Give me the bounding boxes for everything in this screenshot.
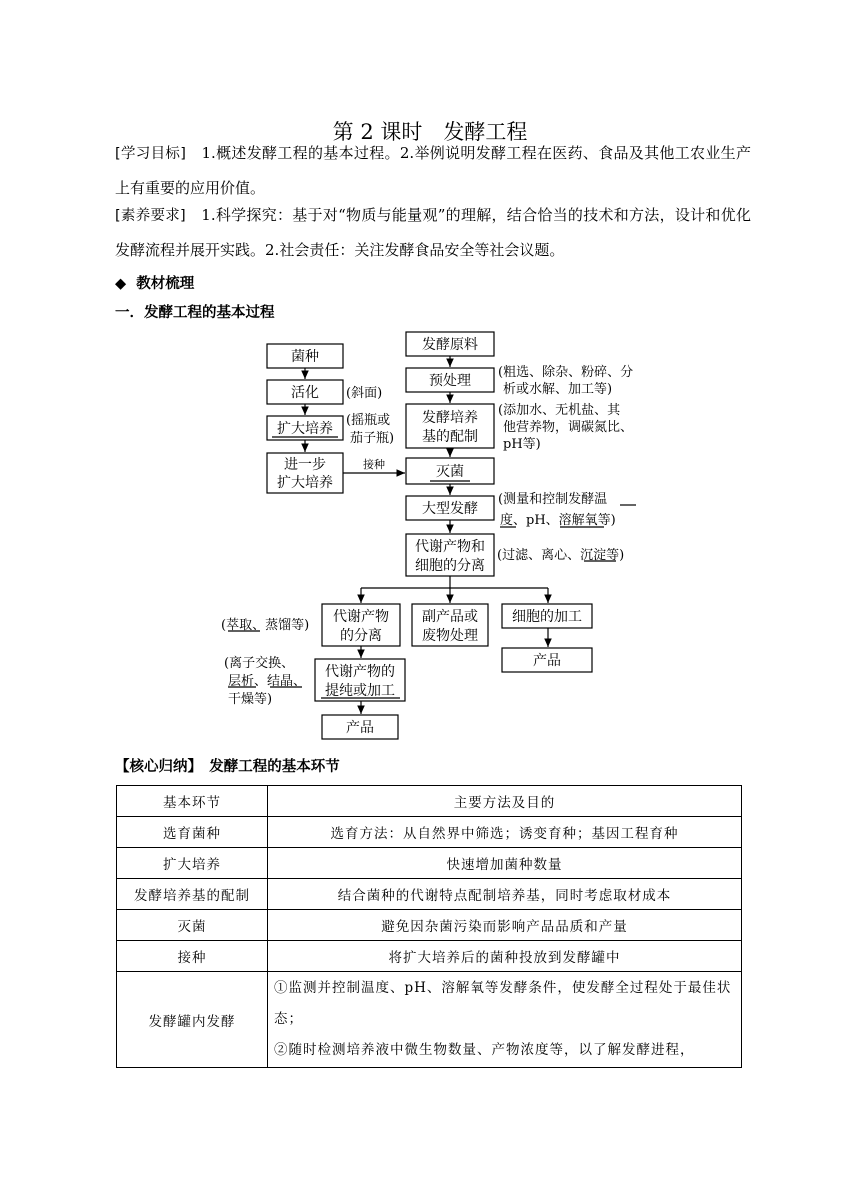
flow-activation: 活化 — [291, 385, 319, 401]
flow-medium-note-1: (添加水、无机盐、其 — [498, 403, 621, 418]
flow-medium-2: 基的配制 — [422, 429, 478, 445]
row-method: 结合菌种的代谢特点配制培养基，同时考虑取材成本 — [268, 879, 742, 910]
table-header-row — [117, 786, 742, 817]
summary-title: 发酵工程的基本环节 — [194, 759, 340, 775]
row-method: 将扩大培养后的菌种投放到发酵罐中 — [268, 941, 742, 972]
table-row — [117, 972, 742, 1068]
subsection-heading: 一．发酵工程的基本过程 — [115, 305, 275, 321]
flow-inoculate-label: 接种 — [363, 458, 385, 471]
flow-large-fermentation: 大型发酵 — [422, 501, 478, 517]
row-step: 选育菌种 — [117, 817, 268, 848]
objectives-tag: [学习目标] — [115, 146, 186, 162]
method-line-2: ②随时检测培养液中微生物数量、产物浓度等，以了解发酵进程， — [274, 1042, 695, 1058]
flow-purification-note-1: (离子交换、 — [224, 656, 295, 671]
flow-medium-note-3: pH等) — [503, 437, 541, 452]
flow-fermentation-note-2: 度、pH、溶解氧等) — [500, 513, 616, 528]
flow-separation-2: 细胞的分离 — [415, 558, 485, 574]
flow-cell-product: 产品 — [533, 653, 561, 669]
flow-cell-processing: 细胞的加工 — [512, 609, 582, 625]
flow-expand-note-1: (摇瓶或 — [346, 413, 391, 428]
requirements-text: 1.科学探究：基于对“物质与能量观”的理解，结合恰当的技术和方法，设计和优化发酵流程并展开实践。2.社会责任：关注发酵食品安全等社会议题。 — [115, 206, 751, 259]
flow-fermentation-note-1: (测量和控制发酵温 — [498, 492, 608, 507]
flow-sterilize: 灭菌 — [436, 464, 464, 480]
page-title: 第 2 课时 发酵工程 — [332, 120, 528, 144]
requirements-tag: [素养要求] — [115, 208, 186, 224]
flow-purification-note-2: 层析、结晶、 — [228, 674, 307, 689]
flow-expand-note-2: 茄子瓶) — [350, 431, 395, 446]
section-title: 教材梳理 — [136, 276, 195, 292]
row-step: 发酵罐内发酵 — [117, 972, 268, 1068]
header-step: 基本环节 — [117, 786, 268, 817]
flow-further-expand-1: 进一步 — [284, 457, 326, 473]
table-row — [117, 941, 742, 972]
flow-purification-2: 提纯或加工 — [325, 683, 395, 699]
flow-byproduct-1: 副产品或 — [422, 609, 478, 625]
flow-pretreatment: 预处理 — [429, 373, 471, 389]
summary-heading — [115, 755, 340, 776]
flow-purification-note-3: 干燥等) — [228, 692, 273, 707]
method-line-1: ①监测并控制温度、pH、溶解氧等发酵条件，使发酵全过程处于最佳状态； — [274, 980, 732, 1027]
table-row — [117, 817, 742, 848]
row-method: 选育方法：从自然界中筛选；诱变育种；基因工程育种 — [268, 817, 742, 848]
row-step: 扩大培养 — [117, 848, 268, 879]
flow-purification-1: 代谢产物的 — [325, 664, 395, 680]
flow-metabolite-separation-2: 的分离 — [340, 628, 382, 644]
table-row — [117, 848, 742, 879]
flow-expand-culture: 扩大培养 — [277, 421, 333, 437]
row-method — [268, 972, 742, 1068]
flow-separation-note: (过滤、离心、沉淀等) — [497, 548, 625, 563]
table-row — [117, 879, 742, 910]
flow-final-product: 产品 — [346, 720, 374, 736]
flow-medium-note-2: 他营养物，调碳氮比、 — [503, 420, 634, 435]
row-method: 快速增加菌种数量 — [268, 848, 742, 879]
row-step: 接种 — [117, 941, 268, 972]
flow-byproduct-2: 废物处理 — [422, 628, 478, 644]
flow-pretreatment-note-2: 析或水解、加工等) — [503, 382, 613, 397]
table-row — [117, 910, 742, 941]
row-step: 发酵培养基的配制 — [117, 879, 268, 910]
flow-medium-1: 发酵培养 — [422, 410, 478, 426]
flow-metabolite-separation-1: 代谢产物 — [333, 609, 389, 625]
flow-pretreatment-note-1: (粗选、除杂、粉碎、分 — [498, 365, 634, 380]
objectives-text: 1.概述发酵工程的基本过程。2.举例说明发酵工程在医药、食品及其他工农业生产上有重要的应用价值。 — [115, 144, 751, 197]
flow-strain: 菌种 — [291, 349, 319, 365]
flow-raw-material: 发酵原料 — [422, 337, 478, 353]
row-method: 避免因杂菌污染而影响产品品质和产量 — [268, 910, 742, 941]
flow-extraction-note: (萃取、蒸馏等) — [221, 618, 310, 633]
summary-tag: 【核心归纳】 — [115, 759, 195, 775]
diamond-icon: ◆ — [115, 276, 127, 292]
header-method: 主要方法及目的 — [268, 786, 742, 817]
flow-further-expand-2: 扩大培养 — [277, 475, 333, 491]
row-step: 灭菌 — [117, 910, 268, 941]
flow-activation-note: (斜面) — [346, 386, 383, 401]
summary-table — [116, 785, 742, 1068]
flow-separation-1: 代谢产物和 — [415, 539, 485, 555]
